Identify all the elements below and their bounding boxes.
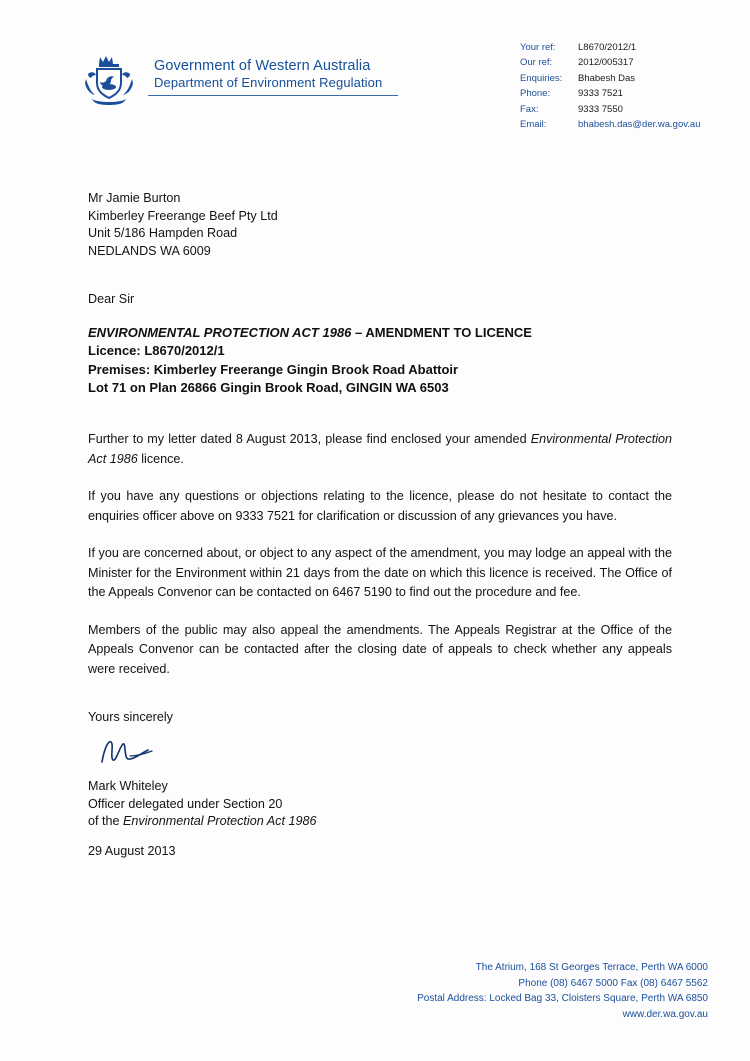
reference-row-enquiries <box>520 71 750 86</box>
letter-body <box>88 430 672 697</box>
letter-date: 29 August 2013 <box>88 844 176 858</box>
reference-value: L8670/2012/1 <box>578 42 637 53</box>
letterhead-divider <box>148 95 398 96</box>
p1-text-a: Further to my letter dated 8 August 2013, please find enclosed your amended <box>88 432 531 446</box>
letterhead <box>78 50 382 108</box>
subject-act-suffix: – AMENDMENT TO LICENCE <box>351 325 532 340</box>
department-name: Department of Environment Regulation <box>154 75 383 90</box>
reference-label: Fax: <box>520 103 539 115</box>
p1-text-b: licence. <box>137 451 184 466</box>
government-name: Government of Western Australia <box>154 58 371 74</box>
body-paragraph-1 <box>88 430 672 469</box>
signer-act-italic: Environmental Protection Act 1986 <box>123 814 317 829</box>
reference-value: Bhabesh Das <box>578 72 636 84</box>
subject-line-act <box>88 324 668 342</box>
email-link[interactable]: bhabesh.das@der.wa.gov.au <box>578 119 701 131</box>
signer-block <box>88 778 316 831</box>
reference-value: 2012/005317 <box>578 57 634 69</box>
reference-block <box>520 40 750 132</box>
reference-row-email <box>520 117 750 132</box>
handwritten-signature <box>96 732 176 768</box>
reference-row-phone <box>520 86 750 101</box>
reference-row-your-ref <box>520 40 750 55</box>
signer-act-prefix: of the <box>88 814 124 829</box>
body-paragraph-3: If you are concerned about, or object to any aspect of the amendment, you may lodge an appeal with the Minister for the Environment within 21 days from the date on which this licence is received. The Office of the Appeals Convenor can be contacted on 6467 5190 to find out the procedure and fee. <box>88 546 672 599</box>
reference-label: Your ref: <box>520 42 556 53</box>
subject-premises: Premises: Kimberley Freerange Gingin Brook Road Abattoir <box>88 361 459 377</box>
reference-row-our-ref <box>520 55 750 70</box>
recipient-address <box>88 190 278 260</box>
subject-act-title: ENVIRONMENTAL PROTECTION ACT 1986 <box>88 325 352 340</box>
address-line: Unit 5/186 Hampden Road <box>88 226 238 241</box>
reference-label: Enquiries: <box>520 72 563 84</box>
reference-value: 9333 7521 <box>578 88 623 100</box>
letterhead-text <box>154 50 382 91</box>
wa-state-crest-icon <box>78 50 140 108</box>
footer-website-link[interactable]: www.der.wa.gov.au <box>622 1008 708 1020</box>
reference-row-fax <box>520 102 750 117</box>
address-line: Kimberley Freerange Beef Pty Ltd <box>88 208 278 223</box>
footer-contact: Phone (08) 6467 5000 Fax (08) 6467 5562 <box>518 977 708 989</box>
subject-location: Lot 71 on Plan 26866 Gingin Brook Road, GINGIN WA 6503 <box>88 380 449 396</box>
body-paragraph-2: If you have any questions or objections relating to the licence, please do not hesitate to contact the enquiries officer above on 9333 7521 for clarification or discussion of any grievances you have. <box>88 489 672 523</box>
signoff: Yours sincerely <box>88 710 173 724</box>
body-paragraph-4: Members of the public may also appeal the amendments. The Appeals Registrar at the Office of the Appeals Convenor can be contacted after the closing date of appeals to check whether any appeals were received. <box>88 622 672 676</box>
footer-block <box>417 960 708 1022</box>
reference-label: Our ref: <box>520 57 553 69</box>
address-line: NEDLANDS WA 6009 <box>88 243 211 258</box>
footer-address: The Atrium, 168 St Georges Terrace, Perth WA 6000 <box>475 962 708 973</box>
subject-block <box>88 324 668 398</box>
subject-licence-number: Licence: L8670/2012/1 <box>88 343 225 359</box>
p1-act-italic: Environmental Protection Act 1986 <box>88 432 672 466</box>
signer-title: Officer delegated under Section 20 <box>88 796 283 811</box>
reference-label: Email: <box>520 119 547 131</box>
reference-label: Phone: <box>520 88 551 100</box>
reference-value: 9333 7550 <box>578 103 623 115</box>
footer-postal: Postal Address: Locked Bag 33, Cloisters Square, Perth WA 6850 <box>417 993 708 1004</box>
salutation: Dear Sir <box>88 292 135 306</box>
signer-act-line <box>88 813 316 831</box>
address-line: Mr Jamie Burton <box>88 191 181 205</box>
signer-name: Mark Whiteley <box>88 779 168 793</box>
